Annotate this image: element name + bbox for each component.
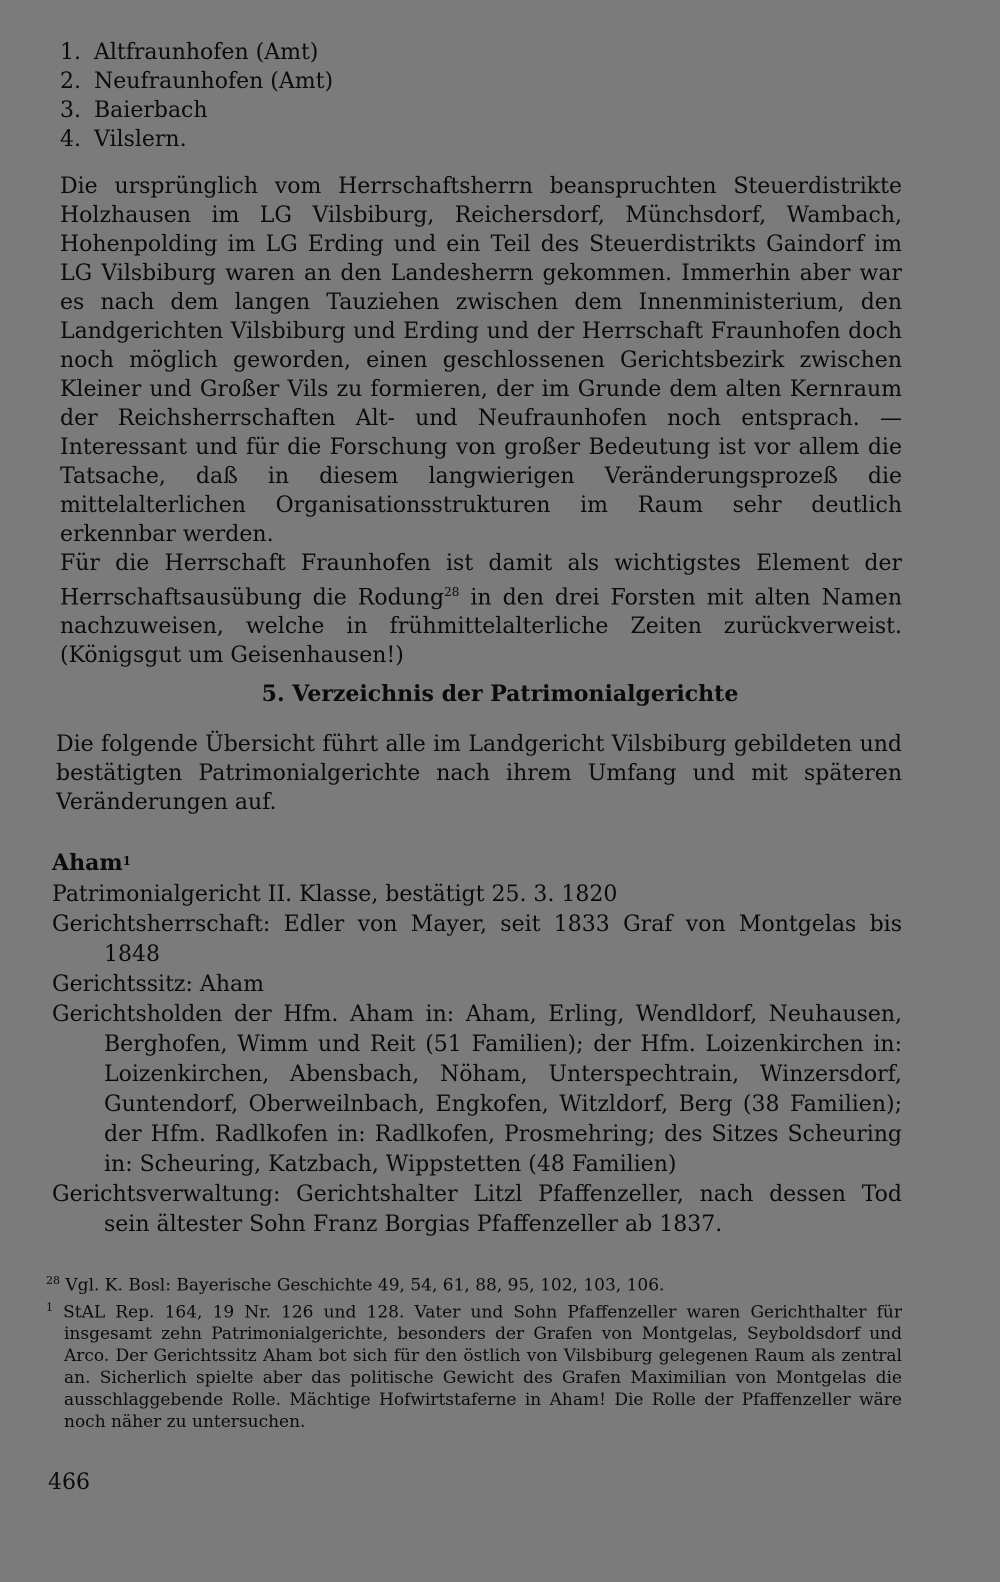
entry-title: Aham$^1$ (52, 850, 131, 876)
footnote-28: $^{28}$ Vgl. K. Bosl: Bayerische Geschichte 49, 54, 61, 88, 95, 102, 103, 106. (46, 1274, 665, 1296)
district-list (60, 38, 333, 154)
entry-line-sitz: Gerichtssitz: Aham (52, 972, 264, 997)
list-item: 1. Altfraunhofen (Amt) (60, 40, 319, 65)
paragraph-steuerdistrikte: Die ursprünglich vom Herrschaftsherrn beanspruchten Steuerdistrikte Holzhausen im LG Vilsbiburg, Reichersdorf, Münchsdorf, Wambach, Hohenpolding im LG Erding und ein Teil des Steuerdistrikts Gaindorf im LG Vilsbiburg waren an den Landesherrn gekommen. Immerhin aber war es nach dem langen Tauziehen zwischen dem Innenministerium, den Landgerichten Vilsbiburg und Erding und der Herrschaft Fraunhofen doch noch möglich geworden, einen geschlossenen Gerichtsbezirk zwischen Kleiner und Großer Vils zu formieren, der im Grunde dem alten Kernraum der Reichsherrschaften Alt- und Neufraunhofen noch entsprach. — Interessant und für die Forschung von großer Bedeutung ist vor allem die Tatsache, daß in diesem langwierigen Veränderungsprozeß die mittelalterlichen Organisationsstrukturen im Raum sehr deutlich erkennbar werden. (60, 174, 902, 547)
entry-line-verwaltung: Gerichtsverwaltung: Gerichtshalter Litzl Pfaffenzeller, nach dessen Tod sein ältester Sohn Franz Borgias Pfaffenzeller ab 1837. (52, 1182, 902, 1237)
entry-line-holden: Gerichtsholden der Hfm. Aham in: Aham, Erling, Wendldorf, Neuhausen, Berghofen, Wimm und Reit (51 Familien); der Hfm. Loizenkirchen in: Loizenkirchen, Abensbach, Nöham, Unterspechtrain, Winzersdorf, Guntendorf, Oberweilnbach, Engkofen, Witzldorf, Berg (38 Familien); der Hfm. Radlkofen in: Radlkofen, Prosmehring; des Sitzes Scheuring in: Scheuring, Katzbach, Wippstetten (48 Familien) (52, 1002, 902, 1177)
section-heading: 5. Verzeichnis der Patrimonialgerichte (261, 681, 739, 707)
footnote-ref-1[interactable]: 1 (122, 854, 131, 868)
entry-line-herrschaft: Gerichtsherrschaft: Edler von Mayer, seit 1833 Graf von Montgelas bis 1848 (52, 912, 902, 967)
paragraph-overview: Die folgende Übersicht führt alle im Landgericht Vilsbiburg gebildeten und bestätigten Patrimonialgerichte nach ihrem Umfang und mit späteren Veränderungen auf. (56, 732, 902, 815)
footnote-ref-28[interactable]: 28 (444, 585, 460, 599)
entry-details (52, 880, 902, 1240)
list-item: 2. Neufraunhofen (Amt) (60, 69, 334, 94)
list-item: 3. Baierbach (60, 98, 208, 123)
footnote-1: $^1$ StAL Rep. 164, 19 Nr. 126 und 128. Vater und Sohn Pfaffenzeller waren Gerichthalter für insgesamt zehn Patrimonialgerichte, besonders der Grafen von Montgelas, Seyboldsdorf und Arco. Der Gerichtssitz Aham bot sich für den östlich von Vilsbiburg gelegenen Raum als zentral an. Sicherlich spielte aber das politische Gewicht des Grafen Maximilian von Montgelas die ausschlaggebende Rolle. Mächtige Hofwirtstaferne in Aham! Die Rolle der Pfaffenzeller wäre noch näher zu untersuchen. (46, 1300, 902, 1433)
footnotes (46, 1270, 902, 1433)
body-paragraphs (60, 172, 902, 670)
paragraph-herrschaft-fraunhofen: Für die Herrschaft Fraunhofen ist damit als wichtigstes Element der Herrschaftsausübung die Rodung$^{28}$ in den drei Forsten mit alten Namen nachzuweisen, welche in frühmittelalterliche Zeiten zurückverweist. (Königsgut um Geisenhausen!) (60, 551, 902, 669)
entry-line-class: Patrimonialgericht II. Klasse, bestätigt 25. 3. 1820 (52, 882, 618, 907)
page-number: 466 (48, 1470, 90, 1495)
list-item: 4. Vilslern. (60, 127, 187, 152)
